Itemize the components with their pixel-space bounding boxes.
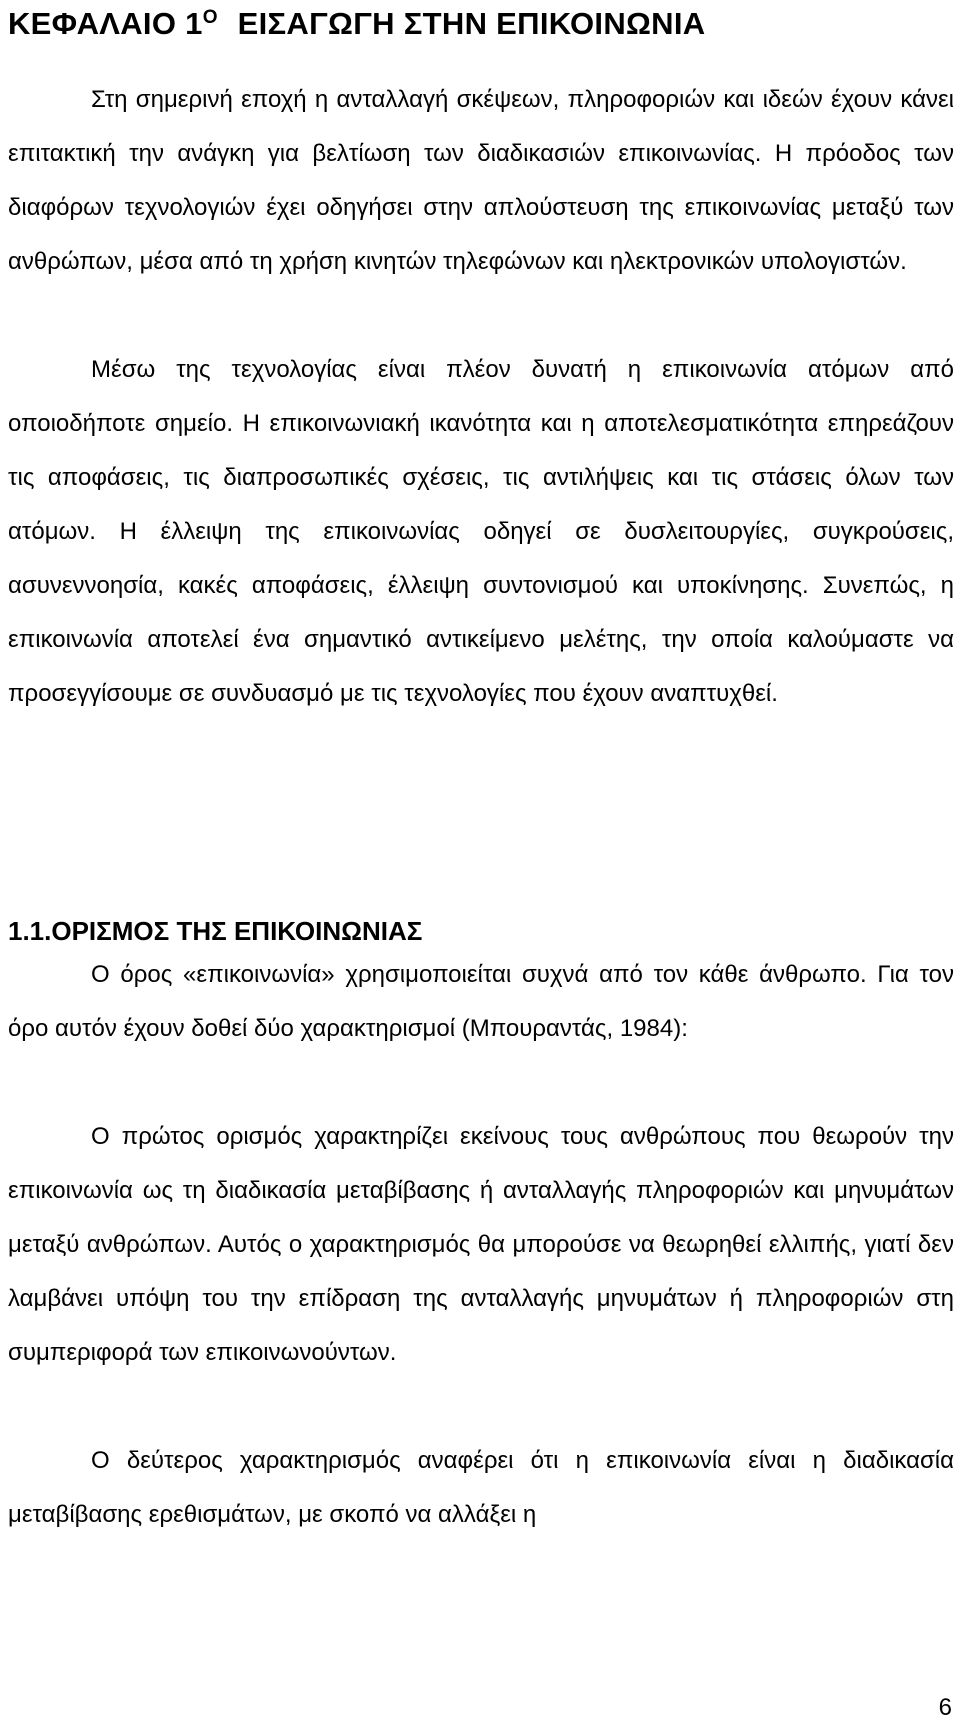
paragraph-first-definition: Ο πρώτος ορισμός χαρακτηρίζει εκείνους τους ανθρώπους που θεωρούν την επικοινωνία ως τη διαδικασία μεταβίβασης ή ανταλλαγής πληροφοριών και μηνυμάτων μεταξύ ανθρώπων. Αυτός ο χαρακτηρισμός θα μπορούσε να θεωρηθεί ελλιπής, γιατί δεν λαμβάνει υπόψη του την επίδραση της ανταλλαγής μηνυμάτων ή πληροφοριών στη συμπεριφορά των επικοινωνούντων. xyxy=(8,1123,954,1366)
paragraph-second-definition: Ο δεύτερος χαρακτηρισμός αναφέρει ότι η επικοινωνία είναι η διαδικασία μεταβίβασης ερεθισμάτων, με σκοπό να αλλάξει η xyxy=(8,1447,954,1528)
paragraph-intro: Στη σημερινή εποχή η ανταλλαγή σκέψεων, πληροφοριών και ιδεών έχουν κάνει επιτακτική την ανάγκη για βελτίωση των διαδικασιών επικοινωνίας. Η πρόοδος των διαφόρων τεχνολογιών έχει οδηγήσει στην απλούστευση της επικοινωνίας μεταξύ των ανθρώπων, μέσα από τη χρήση κινητών τηλεφώνων και ηλεκτρονικών υπολογιστών. xyxy=(8,86,954,275)
chapter-number: ΚΕΦΑΛΑΙΟ 1 xyxy=(8,6,203,41)
chapter-heading: ΕΙΣΑΓΩΓΗ ΣΤΗΝ ΕΠΙΚΟΙΝΩΝΙΑ xyxy=(237,6,706,41)
page-number: 6 xyxy=(938,1694,952,1721)
paragraph-technology: Μέσω της τεχνολογίας είναι πλέον δυνατή η επικοινωνία ατόμων από οποιοδήποτε σημείο. Η επικοινωνιακή ικανότητα και η αποτελεσματικότητα επηρεάζουν τις αποφάσεις, τις διαπροσωπικές σχέσεις, τις αντιλήψεις και τις στάσεις όλων των ατόμων. Η έλλειψη της επικοινωνίας οδηγεί σε δυσλειτουργίες, συγκρούσεις, ασυνεννοησία, κακές αποφάσεις, έλλειψη συντονισμού και υποκίνησης. Συνεπώς, η επικοινωνία αποτελεί ένα σημαντικό αντικείμενο μελέτης, την οποία καλούμαστε να προσεγγίσουμε σε συνδυασμό με τις τεχνολογίες που έχουν αναπτυχθεί. xyxy=(8,356,954,707)
paragraph-term: Ο όρος «επικοινωνία» χρησιμοποιείται συχνά από τον κάθε άνθρωπο. Για τον όρο αυτόν έχουν δοθεί δύο χαρακτηρισμοί (Μπουραντάς, 1984): xyxy=(8,961,954,1042)
chapter-superscript: Ο xyxy=(202,7,218,28)
chapter-title xyxy=(8,0,705,48)
section-heading: 1.1.ΟΡΙΣΜΟΣ ΤΗΣ ΕΠΙΚΟΙΝΩΝΙΑΣ xyxy=(8,916,423,946)
